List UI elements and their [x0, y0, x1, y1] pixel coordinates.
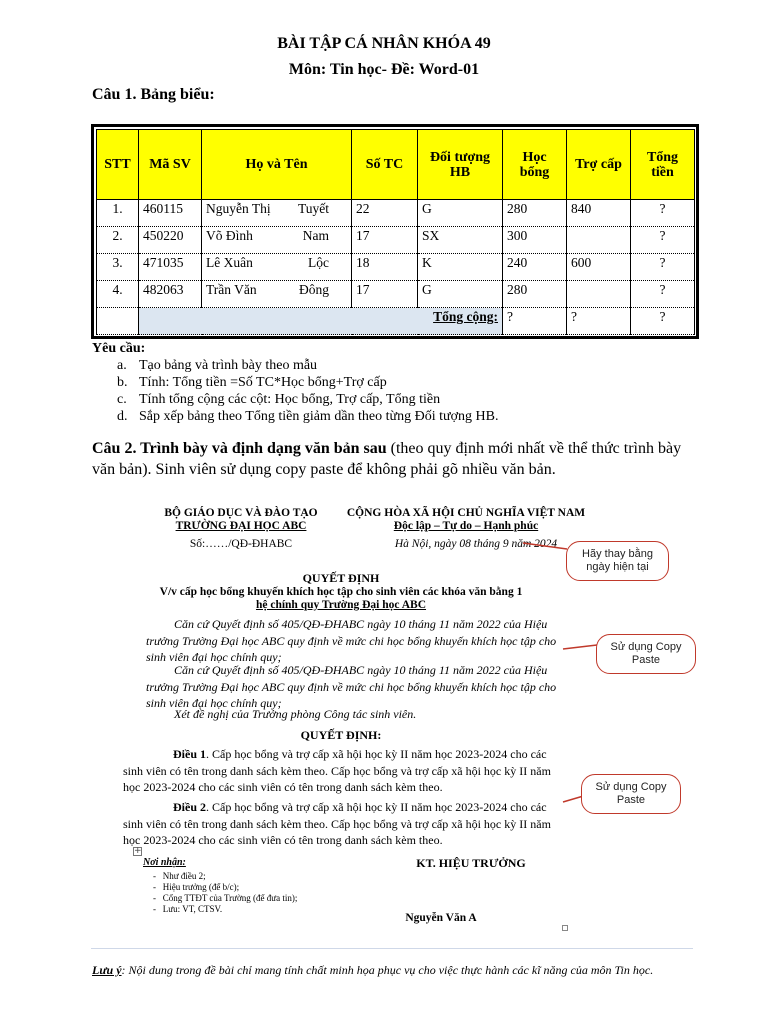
cell-ho-ten — [202, 254, 352, 281]
doc-subject-2: hệ chính quy Trường Đại học ABC — [255, 599, 427, 611]
cell-tong-tien: ? — [631, 227, 695, 254]
cell-ten: Lộc — [308, 255, 329, 270]
list-item: - Lưu: VT, CTSV. — [153, 904, 223, 914]
doc-motto: Độc lập – Tự do – Hạnh phúc — [393, 520, 539, 532]
callout-copy-paste-2: Sử dụng Copy Paste — [581, 774, 681, 814]
doc-article-2 — [123, 799, 568, 849]
list-item — [117, 357, 498, 374]
list-item — [117, 374, 498, 391]
callout-2-pointer-icon — [561, 639, 601, 659]
doc-recipients — [153, 871, 297, 915]
cell-so-tc: 18 — [352, 254, 418, 281]
total-tro-cap: ? — [567, 308, 631, 335]
callout-1-pointer-icon — [521, 539, 571, 559]
callout-copy-paste-1: Sử dụng Copy Paste — [596, 634, 696, 674]
list-marker: a. — [117, 358, 127, 373]
footnote-label: Lưu ý — [92, 963, 122, 977]
table-row — [97, 281, 695, 308]
footnote — [92, 963, 653, 978]
list-text: Tính tổng cộng các cột: Học bổng, Trợ cấp, Tổng tiền — [139, 392, 441, 407]
page-title: BÀI TẬP CÁ NHÂN KHÓA 49 — [277, 35, 491, 52]
requirements — [92, 340, 498, 425]
list-item: - Hiệu trưởng (để b/c); — [153, 882, 240, 892]
cell-so-tc: 22 — [352, 200, 418, 227]
cell-ten: Nam — [302, 228, 329, 243]
cell-stt: 3. — [97, 254, 139, 281]
recipient-text: Cổng TTĐT của Trường (để đưa tin); — [162, 893, 298, 903]
list-item: - Cổng TTĐT của Trường (để đưa tin); — [153, 893, 298, 903]
cell-ten: Đông — [299, 282, 329, 297]
recipient-text: Lưu: VT, CTSV. — [162, 904, 223, 914]
doc-decision-title: QUYẾT ĐỊNH — [302, 571, 380, 585]
cell-ma-sv: 450220 — [139, 227, 202, 254]
page-subtitle: Môn: Tin học- Đề: Word-01 — [288, 61, 480, 78]
question-1-heading: Câu 1. Bảng biểu: — [92, 86, 215, 103]
cell-ten: Tuyết — [297, 201, 329, 216]
recipient-text: Hiệu trưởng (để b/c); — [162, 882, 240, 892]
doc-article-1-label: Điều 1 — [173, 747, 206, 761]
question-2-heading — [92, 438, 702, 480]
table-row — [97, 200, 695, 227]
doc-article-1 — [123, 746, 568, 796]
doc-basis-3: Xét đề nghị của Trưởng phòng Công tác sinh viên. — [174, 707, 417, 721]
table-header-row — [97, 130, 695, 200]
cell-hoc-bong: 300 — [503, 227, 567, 254]
requirements-heading: Yêu cầu: — [92, 341, 146, 356]
col-header-hoc-bong: Học bổng — [503, 130, 567, 200]
doc-date: Hà Nội, ngày 08 tháng 9 năm 2024 — [394, 538, 558, 550]
doc-school: TRƯỜNG ĐẠI HỌC ABC — [175, 520, 307, 532]
doc-signer-name: Nguyễn Văn A — [405, 912, 477, 924]
question-2-rest: (theo quy định mới nhất về thể thức trình bày văn bản). Sinh viên sử dụng copy paste để không phải gõ nhiều văn bản. — [92, 440, 682, 478]
cell-tong-tien: ? — [631, 254, 695, 281]
list-text: Sắp xếp bảng theo Tổng tiền giảm dần theo từng Đối tượng HB. — [139, 409, 499, 424]
recipient-text: Như điều 2; — [162, 871, 206, 881]
image-bottom-border — [91, 948, 693, 949]
list-item — [117, 391, 498, 408]
table-row — [97, 254, 695, 281]
doc-subject-1: V/v cấp học bổng khuyến khích học tập cho sinh viên các khóa văn bằng 1 — [159, 586, 523, 598]
cell-ho-ten — [202, 281, 352, 308]
question-2-bold: Câu 2. Trình bày và định dạng văn bản sau — [92, 440, 387, 457]
cell-stt: 1. — [97, 200, 139, 227]
cell-ma-sv: 471035 — [139, 254, 202, 281]
list-marker: d. — [117, 409, 128, 424]
cell-ho-ten — [202, 227, 352, 254]
cell-tro-cap — [567, 281, 631, 308]
cell-doi-tuong: G — [418, 200, 503, 227]
score-table — [96, 129, 695, 335]
doc-republic: CỘNG HÒA XÃ HỘI CHỦ NGHĨA VIỆT NAM — [346, 507, 586, 519]
doc-basis-2: Căn cứ Quyết định số 405/QĐ-ĐHABC ngày 10 tháng 11 năm 2022 của Hiệu trưởng Trường Đại học ABC quy định về mức chi học bổng khuyến khích học tập cho sinh viên đại học chính quy; — [146, 663, 557, 710]
list-item: - Như điều 2; — [153, 871, 206, 881]
cell-ho-ten — [202, 200, 352, 227]
table-row — [97, 227, 695, 254]
col-header-ma-sv: Mã SV — [139, 130, 202, 200]
cell-tro-cap: 600 — [567, 254, 631, 281]
score-table-frame — [91, 124, 699, 339]
doc-article-2-label: Điều 2 — [173, 800, 206, 814]
doc-number: Số:……/QĐ-ĐHABC — [189, 538, 293, 550]
doc-article-1-text: . Cấp học bổng và trợ cấp xã hội học kỳ II năm học 2023-2024 cho các sinh viên có tên trong danh sách kèm theo. Cấp học bổng và trợ cấp xã hội học kỳ II năm học 2023-2024 cho các sinh viên có tên trong danh sách kèm theo. — [123, 747, 551, 794]
sample-document-image — [91, 484, 703, 950]
doc-article-2-text: . Cấp học bổng và trợ cấp xã hội học kỳ II năm học 2023-2024 cho các sinh viên có tên trong danh sách kèm theo. Cấp học bổng và trợ cấp xã hội học kỳ II năm học 2023-2024 cho các sinh viên có tên trong danh sách kèm theo. — [123, 800, 551, 847]
col-header-doi-tuong: Đối tượng HB — [418, 130, 503, 200]
total-tong-tien: ? — [631, 308, 695, 335]
cell-tong-tien: ? — [631, 200, 695, 227]
col-header-stt: STT — [97, 130, 139, 200]
cell-tro-cap: 840 — [567, 200, 631, 227]
doc-basis-1: Căn cứ Quyết định số 405/QĐ-ĐHABC ngày 10 tháng 11 năm 2022 của Hiệu trưởng Trường Đại học ABC quy định về mức chi học bổng khuyến khích học tập cho sinh viên đại học chính quy; — [146, 617, 557, 664]
col-header-ho-ten: Họ và Tên — [202, 130, 352, 200]
cell-ho: Võ Đình — [206, 228, 253, 243]
table-total-row — [97, 308, 695, 335]
cell-ho: Nguyễn Thị — [206, 201, 271, 216]
col-header-tong-tien: Tổng tiền — [631, 130, 695, 200]
total-hoc-bong: ? — [503, 308, 567, 335]
cell-hoc-bong: 240 — [503, 254, 567, 281]
cell-ho: Trần Văn — [206, 282, 257, 297]
cell-ma-sv: 482063 — [139, 281, 202, 308]
footnote-text: : Nội dung trong đề bài chỉ mang tính chất minh họa phục vụ cho việc thực hành các kĩ năng của môn Tin học. — [121, 963, 654, 977]
cell-so-tc: 17 — [352, 227, 418, 254]
col-header-tro-cap: Trợ cấp — [567, 130, 631, 200]
cell-tong-tien: ? — [631, 281, 695, 308]
cell-so-tc: 17 — [352, 281, 418, 308]
move-handle-icon[interactable]: + — [134, 846, 142, 856]
doc-ministry: BỘ GIÁO DỤC VÀ ĐÀO TẠO — [164, 507, 318, 519]
cell-hoc-bong: 280 — [503, 281, 567, 308]
doc-decide: QUYẾT ĐỊNH: — [300, 728, 382, 742]
requirements-list — [117, 357, 498, 425]
callout-replace-date: Hãy thay bằng ngày hiện tại — [566, 541, 669, 581]
resize-handle-icon[interactable] — [562, 925, 568, 931]
list-marker: b. — [117, 375, 128, 390]
cell-hoc-bong: 280 — [503, 200, 567, 227]
list-marker: c. — [117, 392, 127, 407]
doc-recipients-heading: Nơi nhận: — [143, 857, 186, 868]
cell-ma-sv: 460115 — [139, 200, 202, 227]
cell-doi-tuong: K — [418, 254, 503, 281]
col-header-so-tc: Số TC — [352, 130, 418, 200]
cell-stt: 2. — [97, 227, 139, 254]
list-text: Tạo bảng và trình bày theo mẫu — [139, 358, 318, 373]
list-text: Tính: Tổng tiền =Số TC*Học bổng+Trợ cấp — [139, 375, 387, 390]
cell-blank — [97, 308, 139, 335]
cell-doi-tuong: SX — [418, 227, 503, 254]
doc-signer-title: KT. HIỆU TRƯỞNG — [416, 856, 526, 870]
total-label: Tổng cộng: — [139, 308, 503, 335]
cell-stt: 4. — [97, 281, 139, 308]
cell-ho: Lê Xuân — [206, 255, 253, 270]
cell-tro-cap — [567, 227, 631, 254]
cell-doi-tuong: G — [418, 281, 503, 308]
list-item — [117, 408, 498, 425]
